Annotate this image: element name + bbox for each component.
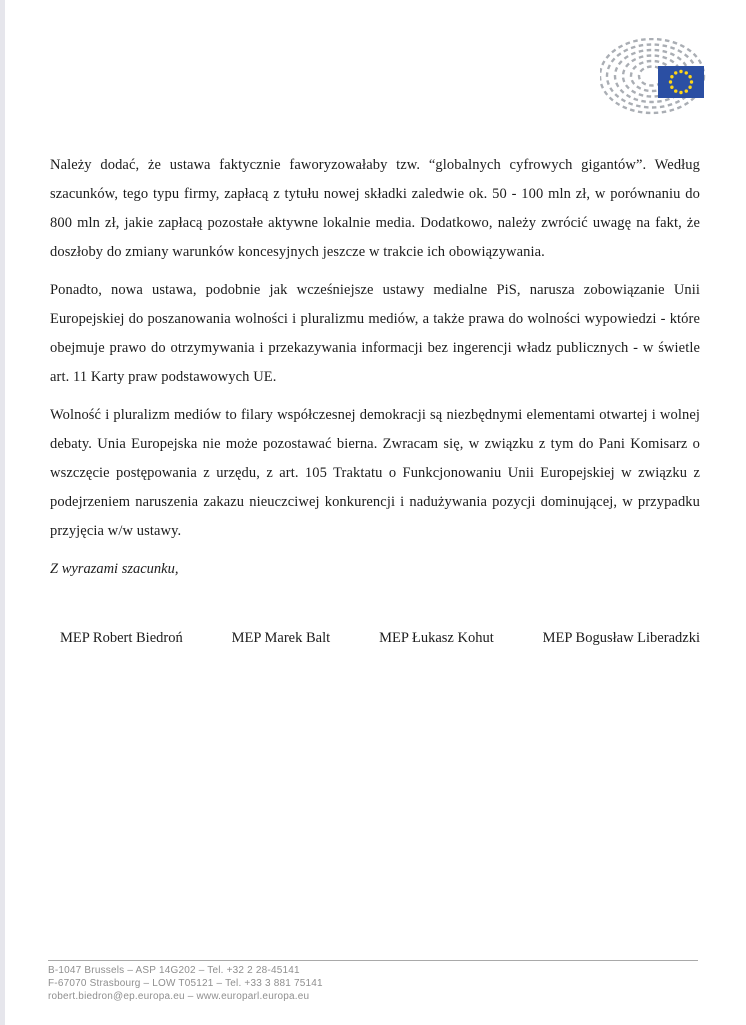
signatory-name-2: MEP Marek Balt	[231, 630, 331, 646]
european-parliament-logo-icon	[600, 38, 708, 116]
signatory-name-4: MEP Bogusław Liberadzki	[542, 630, 700, 646]
letter-paragraph-1: Należy dodać, że ustawa faktycznie faworyzowałaby tzw. “globalnych cyfrowych gigantów”. Według szacunków, tego typu firmy, zapłacą z tytułu nowej składki zaledwie ok. 50 - 100 mln zł, w porównaniu do 800 mln zł, jakie zapłacą pozostałe aktywne lokalnie media. Dodatkowo, należy zwrócić uwagę na fakt, że doszłoby do zmiany warunków koncesyjnych jeszcze w trakcie ich obowiązywania.	[50, 157, 700, 260]
eu-flag-icon	[658, 66, 704, 98]
footer-line-strasbourg: F-67070 Strasbourg – LOW T05121 – Tel. +33 3 881 75141	[48, 978, 323, 989]
signatory-name-1: MEP Robert Biedroń	[60, 630, 183, 646]
letter-paragraph-2: Ponadto, nowa ustawa, podobnie jak wcześniejsze ustawy medialne PiS, narusza zobowiązanie Unii Europejskiej do poszanowania wolności i pluralizmu mediów, a także prawa do wolności wypowiedzi - które obejmuje prawo do otrzymywania i przekazywania informacji bez ingerencji władz publicznych - w świetle art. 11 Karty praw podstawowych UE.	[50, 282, 700, 385]
page-edge-strip	[0, 0, 5, 1025]
signatories-row	[50, 624, 700, 653]
closing-salutation: Z wyrazami szacunku,	[50, 561, 179, 577]
letter-body	[50, 151, 700, 653]
letter-paragraph-3: Wolność i pluralizm mediów to filary współczesnej demokracji są niezbędnymi elementami otwartej i wolnej debaty. Unia Europejska nie może pozostawać bierna. Zwracam się, w związku z tym do Pani Komisarz o wszczęcie postępowania z urzędu, z art. 105 Traktatu o Funkcjonowaniu Unii Europejskiej w związku z podejrzeniem naruszenia zakazu nieuczciwej konkurencji i nadużywania pozycji dominującej, w przypadku przyjęcia w/w ustawy.	[50, 407, 700, 539]
footer-line-contact: robert.biedron@ep.europa.eu – www.europarl.europa.eu	[48, 991, 310, 1002]
footer-line-brussels: B-1047 Brussels – ASP 14G202 – Tel. +32 2 28-45141	[48, 965, 300, 976]
signatory-name-3: MEP Łukasz Kohut	[379, 630, 494, 646]
letterhead-footer	[48, 960, 698, 1003]
